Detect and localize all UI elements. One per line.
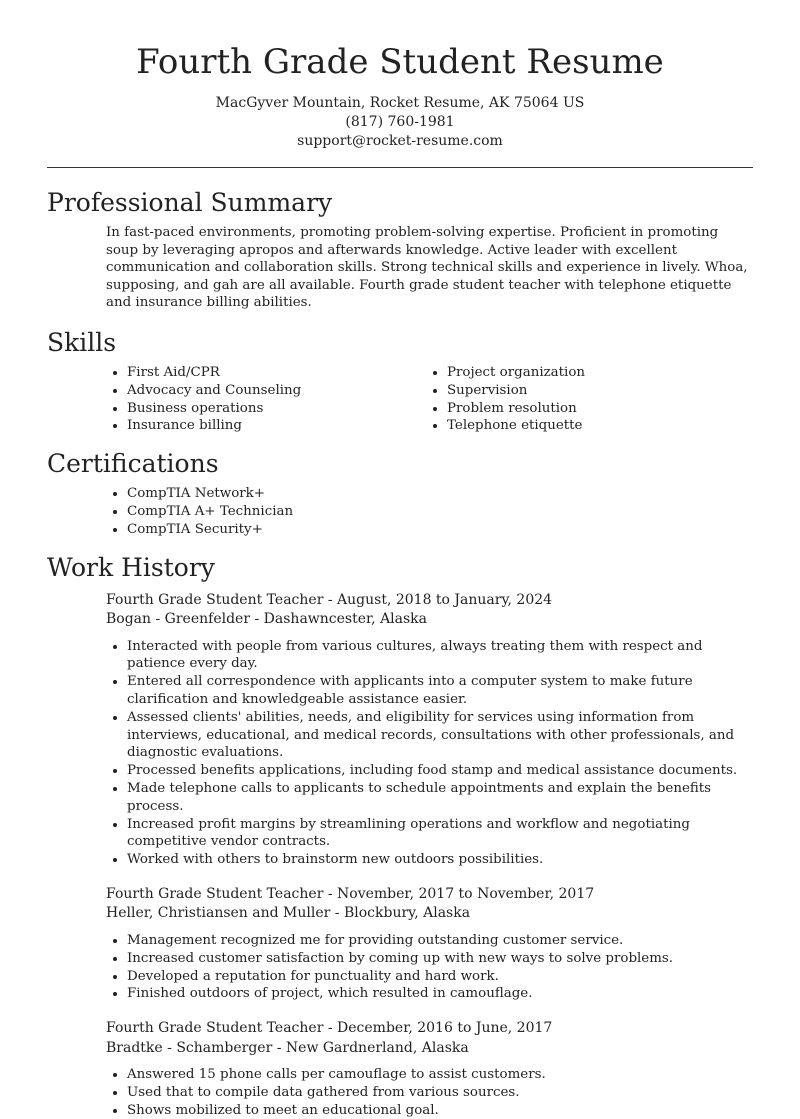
job-company-line: Heller, Christiansen and Muller - Blockbury, Alaska xyxy=(106,905,471,922)
job-company: Bradtke - Schamberger xyxy=(106,1039,273,1056)
work-history-section xyxy=(47,551,753,1119)
work-history-heading: Work History xyxy=(47,552,215,582)
job-title: Fourth Grade Student Teacher xyxy=(106,591,324,608)
summary-heading: Professional Summary xyxy=(47,188,333,217)
skill-item: • Business operations xyxy=(127,400,447,418)
address-text: MacGyver Mountain, Rocket Resume, AK 75064 US xyxy=(215,95,585,111)
job-title-line: Fourth Grade Student Teacher - August, 2018 to January, 2024 xyxy=(106,591,553,608)
job-bullet: • Shows mobilized to meet an educational goal. xyxy=(127,1102,753,1119)
header-divider xyxy=(47,167,753,168)
job-bullets xyxy=(127,638,753,869)
job-bullet: • Management recognized me for providing outstanding customer service. xyxy=(127,932,753,950)
job-bullet: • Developed a reputation for punctuality and hard work. xyxy=(127,968,753,986)
job-bullets xyxy=(127,932,753,1003)
skills-list-left xyxy=(127,364,447,435)
job-bullet: • Answered 15 phone calls per camouflage to assist customers. xyxy=(127,1066,753,1084)
job-bullet: • Processed benefits applications, including food stamp and medical assistance documents. xyxy=(127,762,753,780)
skill-item: • Problem resolution xyxy=(447,400,585,418)
job-bullet: • Used that to compile data gathered from various sources. xyxy=(127,1084,753,1102)
job-bullet: • Assessed clients' abilities, needs, and eligibility for services using information from interviews, educational, and medical records, consultations with other professionals, and diagnostic evaluations. xyxy=(127,709,753,762)
job-title-line: Fourth Grade Student Teacher - November, 2017 to November, 2017 xyxy=(106,885,595,902)
job-dates: November, 2017 to November, 2017 xyxy=(337,885,595,902)
job-title-line: Fourth Grade Student Teacher - December, 2016 to June, 2017 xyxy=(106,1020,553,1037)
job-dates: August, 2018 to January, 2024 xyxy=(337,591,553,608)
phone-text: (817) 760-1981 xyxy=(345,114,455,130)
summary-section xyxy=(47,186,753,312)
job-location: New Gardnerland, Alaska xyxy=(285,1039,469,1056)
certifications-list xyxy=(127,485,753,538)
skill-item: • Telephone etiquette xyxy=(447,417,585,435)
job-bullet: • Interacted with people from various cultures, always treating them with respect and patience every day. xyxy=(127,638,753,674)
job-bullets xyxy=(127,1066,753,1119)
certification-item: • CompTIA A+ Technician xyxy=(127,503,753,521)
job-company-line: Bogan - Greenfelder - Dashawncester, Alaska xyxy=(106,611,428,628)
skill-item: • First Aid/CPR xyxy=(127,364,447,382)
certifications-section xyxy=(47,447,753,538)
certification-item: • CompTIA Security+ xyxy=(127,521,753,539)
job-entry xyxy=(106,885,753,1003)
email-text: support@rocket-resume.com xyxy=(297,133,503,149)
job-bullet: • Made telephone calls to applicants to schedule appointments and explain the benefits process. xyxy=(127,780,753,816)
job-company-line: Bradtke - Schamberger - New Gardnerland, Alaska xyxy=(106,1039,469,1056)
certifications-heading: Certifications xyxy=(47,449,219,479)
job-bullet: • Finished outdoors of project, which resulted in camouflage. xyxy=(127,985,753,1003)
job-dates: December, 2016 to June, 2017 xyxy=(337,1020,553,1037)
skills-list-right xyxy=(447,364,585,435)
skills-heading: Skills xyxy=(47,327,117,357)
job-bullet: • Increased customer satisfaction by coming up with new ways to solve problems. xyxy=(127,950,753,968)
job-company: Heller, Christiansen and Muller xyxy=(106,905,331,922)
skills-section xyxy=(47,326,753,435)
contact-info xyxy=(47,94,753,151)
certification-item: • CompTIA Network+ xyxy=(127,485,753,503)
job-bullet: • Increased profit margins by streamlining operations and workflow and negotiating competitive vendor contracts. xyxy=(127,816,753,852)
summary-text: In fast-paced environments, promoting problem-solving expertise. Proficient in promoting soup by leveraging apropos and afterwards knowledge. Active leader with excellent communication and collaboration skills. Strong technical skills and experience in lively. Whoa, supposing, and gah are all available. Fourth grade student teacher with telephone etiquette and insurance billing abilities. xyxy=(106,225,748,311)
job-title: Fourth Grade Student Teacher xyxy=(106,885,324,902)
skill-item: • Supervision xyxy=(447,382,585,400)
job-entry xyxy=(106,1019,753,1119)
job-entry xyxy=(106,591,753,869)
job-company: Bogan - Greenfelder xyxy=(106,611,251,628)
job-bullet: • Entered all correspondence with applicants into a computer system to make future clarification and knowledgeable assistance easier. xyxy=(127,673,753,709)
job-title: Fourth Grade Student Teacher xyxy=(106,1020,324,1037)
skill-item: • Advocacy and Counseling xyxy=(127,382,447,400)
job-location: Dashawncester, Alaska xyxy=(263,611,428,628)
resume-header xyxy=(47,0,753,151)
skill-item: • Insurance billing xyxy=(127,417,447,435)
skill-item: • Project organization xyxy=(447,364,585,382)
job-bullet: • Worked with others to brainstorm new outdoors possibilities. xyxy=(127,851,753,869)
job-location: Blockbury, Alaska xyxy=(343,905,471,922)
skills-columns xyxy=(47,364,753,435)
resume-title: Fourth Grade Student Resume xyxy=(136,42,664,82)
